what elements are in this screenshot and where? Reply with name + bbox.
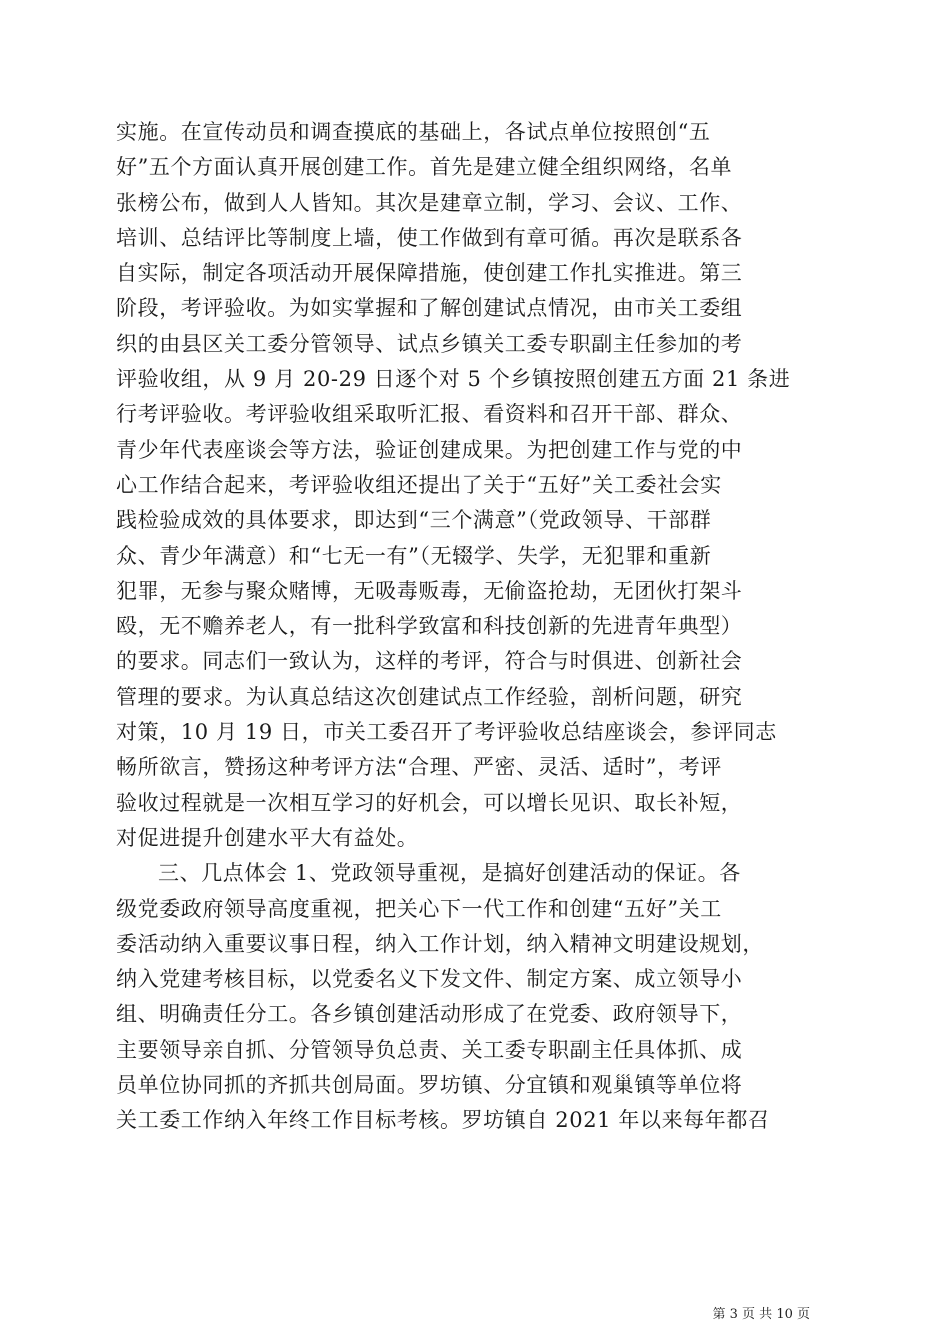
text-line: 员单位协同抓的齐抓共创局面。罗坊镇、分宜镇和观巢镇等单位将 [116, 1073, 743, 1098]
text-line: 阶段，考评验收。为如实掌握和了解创建试点情况，由市关工委组 [116, 296, 743, 321]
text-line: 心工作结合起来，考评验收组还提出了关于“五好”关工委社会实 [116, 472, 722, 497]
text-line: 评验收组，从 9 月 20-29 日逐个对 5 个乡镇按照创建五方面 21 条进 [116, 367, 791, 392]
text-line: 关工委工作纳入年终工作目标考核。罗坊镇自 2021 年以来每年都召 [116, 1108, 770, 1133]
text-line: 青少年代表座谈会等方法，验证创建成果。为把创建工作与党的中 [116, 437, 743, 462]
text-line: 培训、总结评比等制度上墙，使工作做到有章可循。再次是联系各 [116, 225, 743, 250]
text-line: 验收过程就是一次相互学习的好机会，可以增长见识、取长补短， [116, 790, 743, 815]
paragraph-start-line: 三、几点体会 1、党政领导重视，是搞好创建活动的保证。各 [158, 861, 741, 886]
text-line: 主要领导亲自抓、分管领导负总责、关工委专职副主任具体抓、成 [116, 1037, 743, 1062]
text-line: 组、明确责任分工。各乡镇创建活动形成了在党委、政府领导下， [116, 1002, 743, 1027]
text-line: 自实际，制定各项活动开展保障措施，使创建工作扎实推进。第三 [116, 261, 743, 286]
text-line: 实施。在宣传动员和调查摸底的基础上，各试点单位按照创“五 [116, 120, 711, 144]
text-line: 张榜公布，做到人人皆知。其次是建章立制，学习、会议、工作、 [116, 190, 743, 215]
text-line: 对策，10 月 19 日，市关工委召开了考评验收总结座谈会，参评同志 [116, 720, 777, 745]
text-line: 犯罪，无参与聚众赌博，无吸毒贩毒，无偷盗抢劫，无团伙打架斗 [116, 578, 743, 603]
text-line: 畅所欲言，赞扬这种考评方法“合理、严密、灵活、适时”，考评 [116, 755, 722, 780]
page-number: 第 3 页 共 10 页 [712, 1307, 810, 1322]
text-line: 对促进提升创建水平大有益处。 [116, 825, 419, 850]
text-line: 践检验成效的具体要求，即达到“三个满意”（党政领导、干部群 [116, 508, 712, 533]
text-line: 织的由县区关工委分管领导、试点乡镇关工委专职副主任参加的考 [116, 331, 743, 356]
text-line: 管理的要求。为认真总结这次创建试点工作经验，剖析问题，研究 [116, 684, 743, 709]
text-line: 行考评验收。考评验收组采取听汇报、看资料和召开干部、群众、 [116, 402, 743, 427]
body-text [116, 115, 816, 1139]
text-line: 好”五个方面认真开展创建工作。首先是建立健全组织网络，名单 [116, 155, 733, 180]
text-line: 级党委政府领导高度重视，把关心下一代工作和创建“五好”关工 [116, 896, 722, 921]
text-line: 纳入党建考核目标，以党委名义下发文件、制定方案、成立领导小 [116, 967, 743, 992]
text-line: 的要求。同志们一致认为，这样的考评，符合与时俱进、创新社会 [116, 649, 743, 674]
text-line: 委活动纳入重要议事日程，纳入工作计划，纳入精神文明建设规划， [116, 931, 764, 956]
text-line: 殴，无不赡养老人，有一批科学致富和科技创新的先进青年典型） [116, 614, 743, 639]
text-line: 众、青少年满意）和“七无一有”（无辍学、失学，无犯罪和重新 [116, 543, 712, 568]
